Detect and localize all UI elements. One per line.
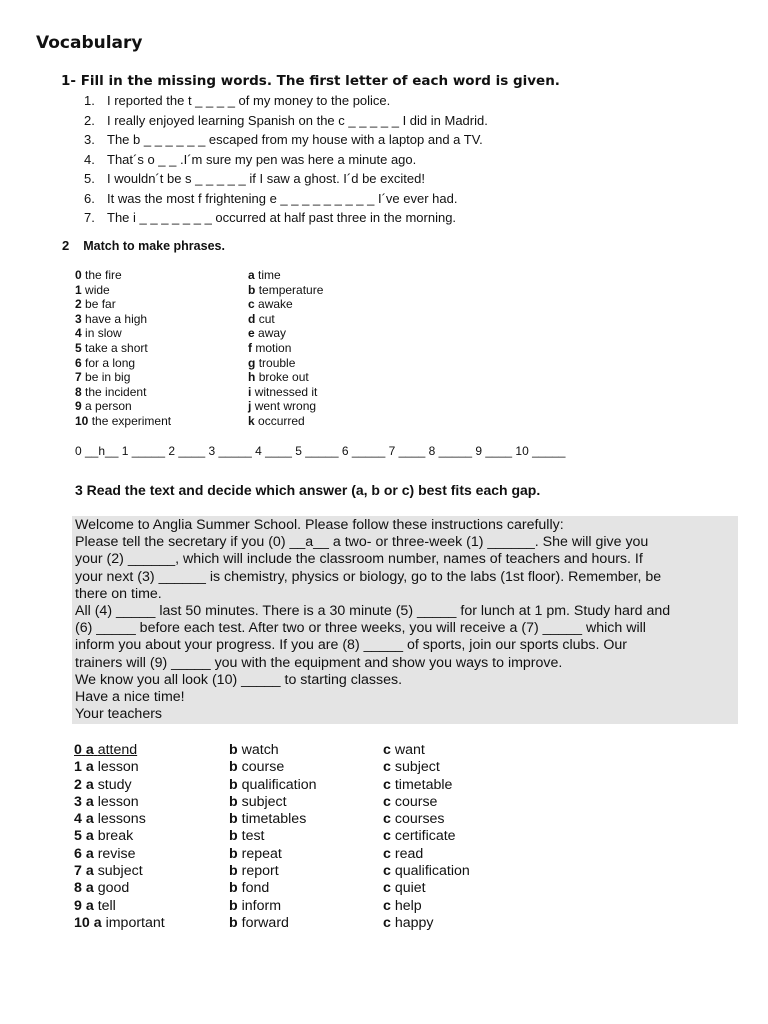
option-b: b timetables	[229, 811, 307, 828]
item-text: I reported the t _ _ _ _ of my money to the police.	[107, 93, 391, 108]
list-item	[84, 208, 488, 228]
list-item	[84, 189, 488, 209]
options-b-column	[229, 742, 317, 932]
section2-heading	[62, 238, 225, 253]
option-b: b subject	[229, 793, 287, 810]
option-c: c qualification	[383, 863, 470, 880]
passage-line: your next (3) ______ is chemistry, physics or biology, go to the labs (1st floor). Remember, be	[75, 568, 662, 585]
reading-passage	[72, 516, 738, 724]
answer-line: 0 __h__ 1 _____ 2 ____ 3 _____ 4 ____ 5 _____ 6 _____ 7 ____ 8 _____ 9 ____ 10 _____	[75, 444, 566, 458]
section3-heading: 3 Read the text and decide which answer (a, b or c) best fits each gap.	[75, 482, 541, 498]
section1-list	[84, 91, 488, 228]
item-text: It was the most f frightening e _ _ _ _ _ _ _ _ _ I´ve ever had.	[107, 190, 458, 206]
list-item: b temperature	[248, 282, 324, 297]
option-b: b test	[229, 828, 265, 845]
passage-line: Your teachers	[75, 706, 163, 723]
section1-heading: 1- Fill in the missing words. The first letter of each word is given.	[61, 73, 560, 89]
option-b: b repeat	[229, 845, 282, 862]
passage-line: Welcome to Anglia Summer School. Please follow these instructions carefully:	[75, 517, 564, 533]
list-item: h broke out	[248, 370, 309, 385]
option-a: 1 a lesson	[74, 759, 139, 776]
list-item: i witnessed it	[248, 384, 318, 399]
section2-heading-text: Match to make phrases.	[83, 239, 225, 253]
list-item	[84, 91, 488, 111]
passage-line: your (2) ______, which will include the classroom number, names of teachers and hours. If	[75, 551, 643, 568]
list-item: a time	[248, 268, 281, 282]
list-item	[84, 150, 488, 170]
item-number: 4.	[84, 151, 95, 167]
option-a: 3 a lesson	[74, 793, 139, 810]
option-a: 5 a break	[74, 828, 134, 845]
passage-line: inform you about your progress. If you are (8) _____ of sports, join our sports clubs. Our	[75, 637, 628, 654]
item-text: I really enjoyed learning Spanish on the c _ _ _ _ _ I did in Madrid.	[107, 112, 488, 128]
list-item	[84, 169, 488, 189]
option-c: c certificate	[383, 828, 456, 845]
option-b: b qualification	[229, 776, 317, 793]
list-item: j went wrong	[248, 399, 317, 414]
list-item: e away	[248, 326, 287, 341]
item-number: 3.	[84, 132, 95, 147]
list-item: 1 wide	[75, 282, 110, 297]
list-item	[84, 130, 488, 150]
option-b: b inform	[229, 897, 282, 914]
item-number: 2.	[84, 112, 95, 128]
item-number: 5.	[84, 171, 95, 186]
section2-label: 2	[62, 238, 70, 253]
passage-line: All (4) _____ last 50 minutes. There is a 30 minute (5) _____ for lunch at 1 pm. Study hard and	[75, 603, 671, 620]
option-c: c help	[383, 897, 422, 914]
list-item: d cut	[248, 311, 275, 326]
option-a: 6 a revise	[74, 845, 136, 862]
option-c: c timetable	[383, 776, 453, 793]
option-a: 8 a good	[74, 880, 130, 897]
list-item: 2 be far	[75, 297, 116, 312]
item-number: 7.	[84, 210, 95, 225]
list-item: 9 a person	[75, 399, 132, 414]
option-a: 2 a study	[74, 776, 132, 793]
list-item: g trouble	[248, 355, 296, 370]
option-a: 4 a lessons	[74, 811, 146, 828]
option-a: 10 a important	[74, 914, 165, 931]
passage-line: there on time.	[75, 585, 162, 602]
list-item: 0 the fire	[75, 268, 122, 282]
option-b: b fond	[229, 880, 270, 897]
page-title: Vocabulary	[36, 33, 143, 53]
item-number: 1.	[84, 93, 95, 108]
option-c: c happy	[383, 914, 434, 931]
option-a: 0 a attend	[74, 742, 138, 758]
option-c: c quiet	[383, 880, 426, 897]
list-item: 4 in slow	[75, 326, 122, 341]
list-item: 7 be in big	[75, 370, 131, 385]
item-text: I wouldn´t be s _ _ _ _ _ if I saw a ghost. I´d be excited!	[107, 171, 425, 186]
list-item: k occurred	[248, 413, 305, 428]
option-b: b watch	[229, 742, 279, 758]
passage-line: Have a nice time!	[75, 689, 185, 706]
passage-line: We know you all look (10) _____ to starting classes.	[75, 671, 403, 688]
list-item: 8 the incident	[75, 384, 147, 399]
passage-line: (6) _____ before each test. After two or three weeks, you will receive a (7) _____ which will	[75, 620, 646, 637]
list-item: 3 have a high	[75, 311, 148, 326]
phrase-starts	[75, 268, 171, 429]
option-c: c course	[383, 793, 438, 810]
option-a: 7 a subject	[74, 863, 143, 880]
item-text: That´s o _ _ .I´m sure my pen was here a minute ago.	[107, 151, 417, 167]
list-item: 5 take a short	[75, 340, 148, 355]
list-item	[84, 111, 488, 131]
list-item: c awake	[248, 297, 293, 312]
passage-line: trainers will (9) _____ you with the equipment and show you ways to improve.	[75, 654, 563, 671]
passage-line: Please tell the secretary if you (0) __a__ a two- or three-week (1) ______. She will give you	[75, 534, 649, 551]
option-b: b course	[229, 759, 285, 776]
options-c-column	[383, 742, 470, 932]
list-item: f motion	[248, 340, 292, 355]
option-c: c read	[383, 845, 424, 862]
phrase-endings	[248, 268, 323, 429]
option-a: 9 a tell	[74, 897, 116, 914]
option-c: c subject	[383, 759, 440, 776]
list-item: 10 the experiment	[75, 413, 172, 428]
option-b: b forward	[229, 914, 289, 931]
list-item: 6 for a long	[75, 355, 136, 370]
option-c: c want	[383, 742, 425, 758]
item-text: The i _ _ _ _ _ _ _ occurred at half past three in the morning.	[107, 210, 457, 225]
options-a-column	[74, 742, 165, 932]
item-text: The b _ _ _ _ _ _ escaped from my house with a laptop and a TV.	[107, 132, 483, 147]
item-number: 6.	[84, 190, 95, 206]
option-b: b report	[229, 863, 279, 880]
option-c: c courses	[383, 811, 445, 828]
